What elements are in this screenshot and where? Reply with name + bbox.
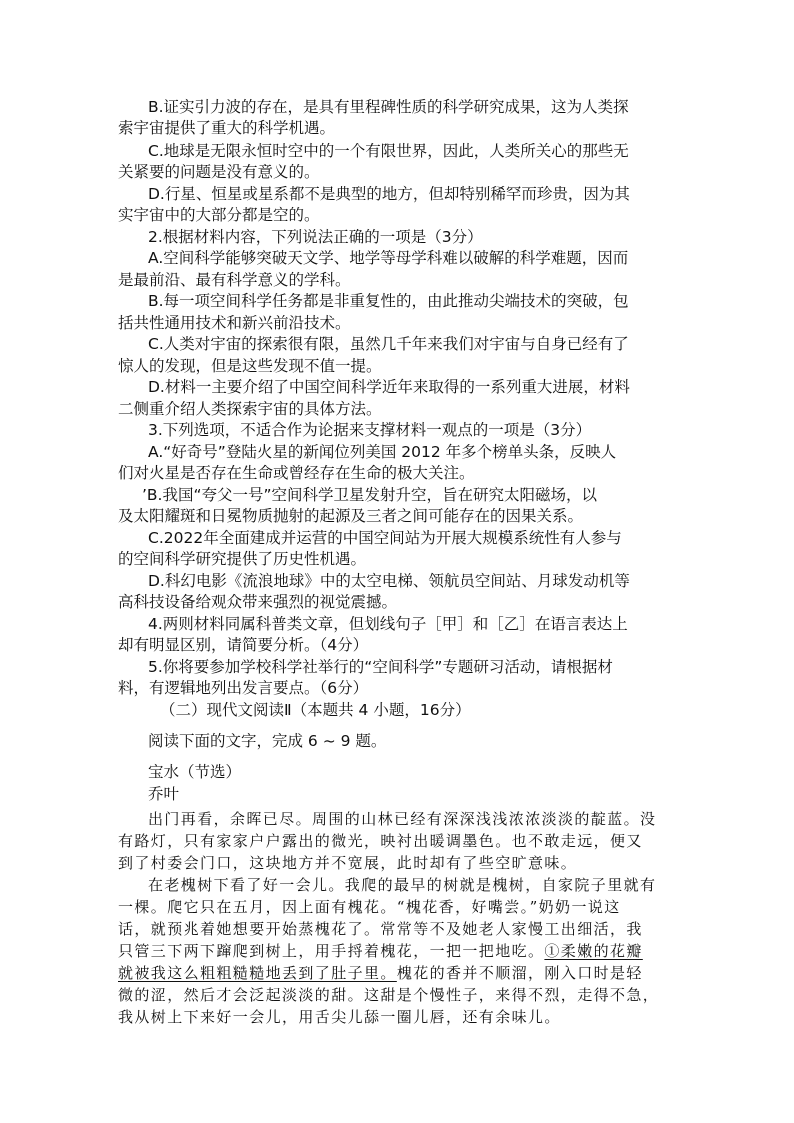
q2-option-b-line1: B.每一项空间科学任务都是非重复性的，由此推动尖端技术的突破，包 — [148, 292, 629, 310]
q3-option-d-line1: D.科幻电影《流浪地球》中的太空电梯、领航员空间站、月球发动机等 — [148, 572, 630, 590]
passage-p2-line7: 我从树上下来好一会儿，用舌尖儿舔一圈儿唇，还有余味儿。 — [118, 1008, 561, 1026]
passage-p2-line3: 话，就预兆着她想要开始蒸槐花了。常常等不及她老人家慢工出细活，我 — [118, 920, 643, 938]
q2-option-c-line2: 惊人的发现，但是这些发现不值一提。 — [118, 357, 382, 375]
section-heading: （二）现代文阅读Ⅱ（本题共 4 小题，16分） — [160, 701, 471, 719]
passage-p2-line6: 微的涩，然后才会泛起淡淡的甜。这甜是个慢性子，来得不烈，走得不急， — [118, 986, 660, 1004]
passage-p1-line3: 到了村委会门口，这块地方并不宽展，此时却有了些空旷意味。 — [118, 854, 578, 872]
passage-title: 宝水（节选） — [148, 763, 242, 781]
q3-option-c-line1: C.2022年全面建成并运营的中国空间站为开展大规模系统性有人参与 — [148, 529, 622, 547]
passage-p2-line4 — [118, 941, 678, 961]
passage-p2-line4-text: 只管三下两下蹿爬到树上，用手捋着槐花，一把一把地吃。 — [118, 942, 545, 960]
q2-option-b-line2: 括共性通用技术和新兴前沿技术。 — [118, 314, 351, 332]
q3-option-b-line2: 及太阳耀斑和日冕物质抛射的起源及三者之间可能存在的因果关系。 — [118, 507, 584, 525]
reading-instruction: 阅读下面的文字，完成 6 ~ 9 题。 — [148, 732, 387, 750]
passage-p1-line2: 有路灯，只有家家户户露出的微光，映衬出暖调墨色。也不敢走远，便又 — [118, 832, 643, 850]
passage-p2-line5-text: 槐花的香并不顺溜，刚入口时是轻 — [396, 964, 643, 982]
q3-stem: 3.下列选项，不适合作为论据来支撑材料一观点的一项是（3分） — [148, 421, 592, 439]
passage-author: 乔叶 — [148, 785, 180, 803]
q5-line2: 料，有逻辑地列出发言要点。（6分） — [118, 679, 369, 697]
q2-option-c-line1: C.人类对宇宙的探索很有限，虽然几千年来我们对宇宙与自身已经有了 — [148, 335, 629, 353]
passage-p2-line1: 在老槐树下看了好一会儿。我爬的最早的树就是槐树，自家院子里就有 — [148, 876, 657, 894]
q1-option-b-line2: 索宇宙提供了重大的科学机遇。 — [118, 119, 336, 137]
q2-option-a-line1: A.空间科学能够突破天文学、地学等母学科难以破解的科学难题，因而 — [148, 249, 629, 267]
passage-p2-line5 — [118, 963, 678, 983]
q2-stem: 2.根据材料内容，下列说法正确的一项是（3分） — [148, 228, 483, 246]
q3-option-d-line2: 高科技设备给观众带来强烈的视觉震撼。 — [118, 593, 398, 611]
q3-option-a-line2: 们对火星是否存在生命或曾经存在生命的极大关注。 — [118, 464, 475, 482]
q5-line1: 5.你将要参加学校科学社举行的“空间科学”专题研习活动，请根据材 — [148, 658, 613, 676]
q4-line2: 却有明显区别，请简要分析。（4分） — [118, 636, 369, 654]
q4-line1: 4.两则材料同属科普类文章，但划线句子［甲］和［乙］在语言表达上 — [148, 615, 628, 633]
underlined-sentence-1-end: 就被我这么粗粗糙糙地丢到了肚子里。 — [118, 964, 397, 982]
q1-option-c-line2: 关紧要的问题是没有意义的。 — [118, 163, 320, 181]
underlined-sentence-1-start: ①柔嫩的花瓣 — [544, 942, 643, 960]
q1-option-b-line1: B.证实引力波的存在，是具有里程碑性质的科学研究成果，这为人类探 — [148, 98, 629, 116]
q2-option-d-line1: D.材料一主要介绍了中国空间科学近年来取得的一系列重大进展，材料 — [148, 378, 630, 396]
q3-option-b-line1: ’B.我国“夸父一号”空间科学卫星发射升空，旨在研究太阳磁场，以 — [142, 486, 598, 504]
passage-p1-line1: 出门再看，余晖已尽。周围的山林已经有深深浅浅浓浓淡淡的靛蓝。没 — [148, 810, 657, 828]
q3-option-a-line1: A.“好奇号”登陆火星的新闻位列美国 2012 年多个榜单头条，反映人 — [148, 443, 617, 461]
q1-option-d-line2: 实宇宙中的大部分都是空的。 — [118, 206, 320, 224]
q2-option-d-line2: 二侧重介绍人类探索宇宙的具体方法。 — [118, 400, 382, 418]
q2-option-a-line2: 是最前沿、最有科学意义的学科。 — [118, 271, 351, 289]
passage-p2-line2: 一棵。爬它只在五月，因上面有槐花。“槐花香，好嘴尝。”奶奶一说这 — [118, 898, 621, 916]
q1-option-c-line1: C.地球是无限永恒时空中的一个有限世界，因此，人类所关心的那些无 — [148, 142, 629, 160]
q1-option-d-line1: D.行星、恒星或星系都不是典型的地方，但却特别稀罕而珍贵，因为其 — [148, 185, 630, 203]
q3-option-c-line2: 的空间科学研究提供了历史性机遇。 — [118, 550, 367, 568]
